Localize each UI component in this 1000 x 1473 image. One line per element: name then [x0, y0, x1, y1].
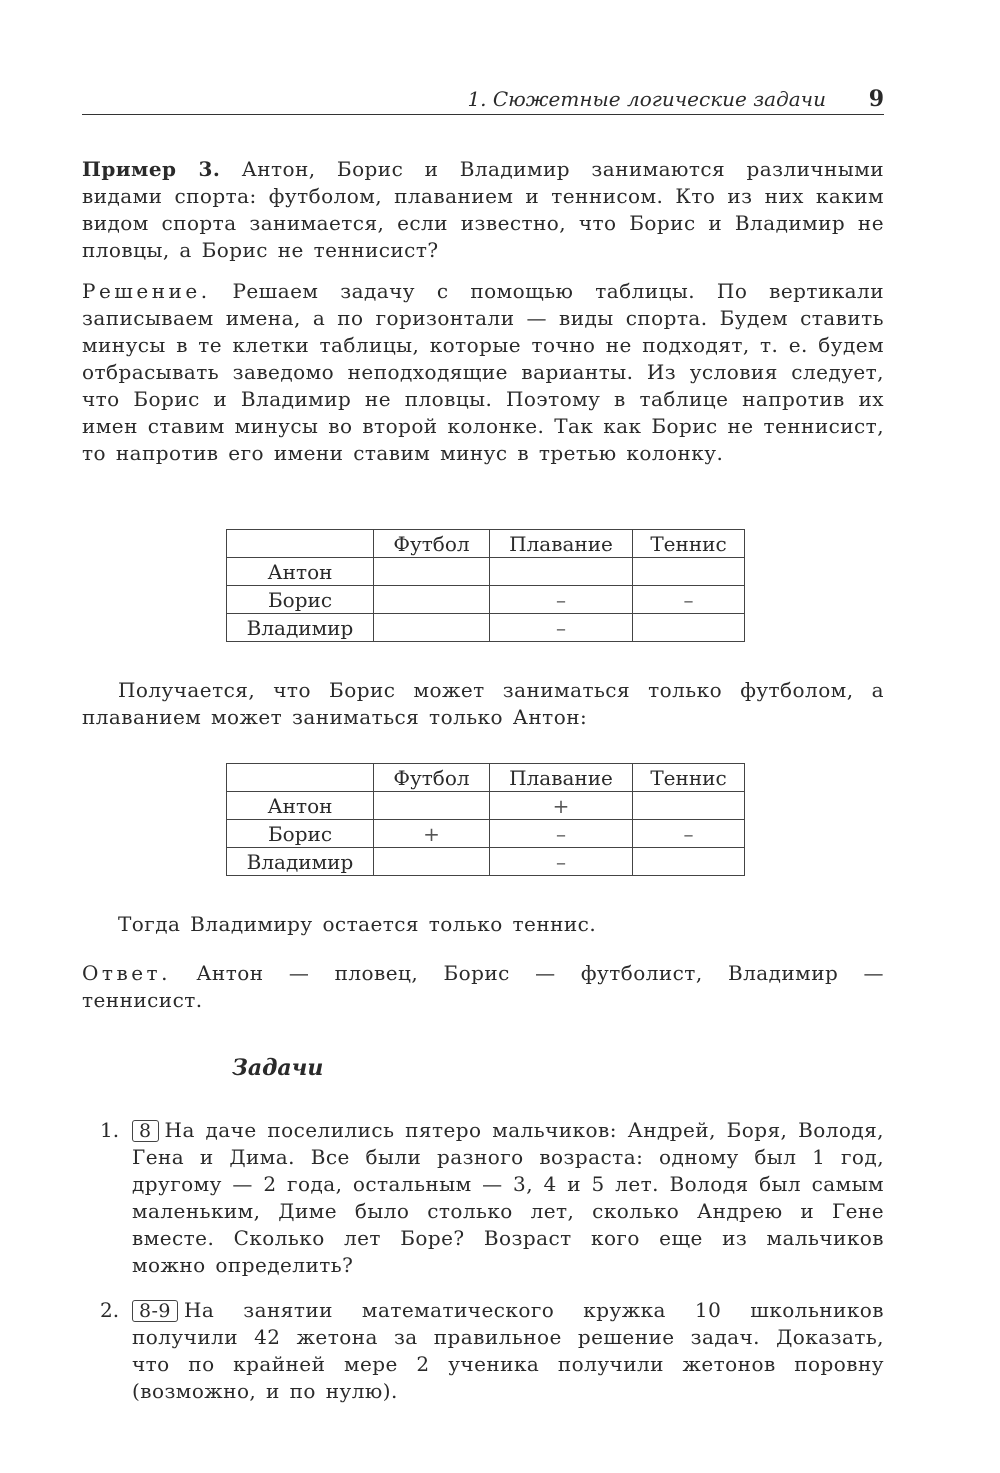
grade-badge: 8-9	[132, 1300, 178, 1322]
table-cell	[633, 558, 745, 586]
row-name: Антон	[227, 792, 374, 820]
table-cell	[633, 614, 745, 642]
header-football: Футбол	[374, 764, 490, 792]
table-cell: –	[490, 820, 633, 848]
table-header-row	[227, 764, 745, 792]
table-cell	[374, 558, 490, 586]
table-cell: –	[490, 848, 633, 876]
header-swimming: Плавание	[490, 530, 633, 558]
solution-text: Решаем задачу с помощью таблицы. По вертикали записываем имена, а по горизонтали — виды спорта. Будем ставить минусы в те клетки таблицы, которые точно не подходят, т. е. будем отбрасывать заведомо неподходящие варианты. Из условия следует, что Борис и Владимир не пловцы. Поэтому в таблице напротив их имен ставим минусы во второй колонке. Так как Борис не теннисист, то напротив его имени ставим минус в третью колонку.	[82, 279, 884, 465]
task-text: На даче поселились пятеро мальчиков: Андрей, Боря, Володя, Гена и Дима. Все были разного возраста: одному был 1 год, другому — 2 года, остальным — 3, 4 и 5 лет. Володя был самым маленьким, Диме было столько лет, сколько Андрею и Гене вместе. Сколько лет Боре? Возраст кого еще из мальчиков можно определить?	[132, 1118, 884, 1277]
row-name: Антон	[227, 558, 374, 586]
grade-badge: 8	[132, 1120, 159, 1142]
running-header	[82, 84, 884, 115]
chapter-title: 1. Сюжетные логические задачи	[467, 87, 826, 111]
table-row	[227, 614, 745, 642]
table-cell	[490, 558, 633, 586]
sports-table-initial	[226, 529, 745, 642]
task-number: 1.	[100, 1118, 120, 1142]
example-paragraph	[82, 156, 884, 264]
table-cell: +	[374, 820, 490, 848]
sports-table-filled	[226, 763, 745, 876]
table-row	[227, 792, 745, 820]
header-tennis: Теннис	[633, 764, 745, 792]
task-body	[132, 1297, 884, 1405]
task-body	[132, 1117, 884, 1279]
header-swimming: Плавание	[490, 764, 633, 792]
row-name: Борис	[227, 820, 374, 848]
table-row	[227, 848, 745, 876]
table-cell	[374, 848, 490, 876]
answer-paragraph	[82, 960, 884, 1014]
table-cell	[374, 586, 490, 614]
table-cell: +	[490, 792, 633, 820]
table-row	[227, 558, 745, 586]
example-label: Пример 3.	[82, 157, 221, 181]
task-item	[82, 1117, 884, 1279]
middle-paragraph: Получается, что Борис может заниматься только футболом, а плаванием может заниматься только Антон:	[82, 678, 884, 729]
row-name: Борис	[227, 586, 374, 614]
table-header-row	[227, 530, 745, 558]
task-number: 2.	[100, 1298, 120, 1322]
table-cell: –	[490, 586, 633, 614]
table-corner-cell	[227, 764, 374, 792]
solution-label: Решение.	[82, 279, 211, 303]
table-corner-cell	[227, 530, 374, 558]
then-paragraph: Тогда Владимиру остается только теннис.	[118, 912, 597, 936]
table-cell: –	[633, 820, 745, 848]
task-text: На занятии математического кружка 10 школьников получили 42 жетона за правильное решение задач. Доказать, что по крайней мере 2 ученика получили жетонов поровну (возможно, и по нулю).	[132, 1298, 884, 1403]
page-number: 9	[868, 86, 884, 112]
header-tennis: Теннис	[633, 530, 745, 558]
row-name: Владимир	[227, 614, 374, 642]
table-cell	[633, 792, 745, 820]
table-cell: –	[490, 614, 633, 642]
table-cell	[633, 848, 745, 876]
tasks-heading: Задачи	[232, 1055, 324, 1081]
table-cell	[374, 614, 490, 642]
row-name: Владимир	[227, 848, 374, 876]
answer-label: Ответ.	[82, 961, 171, 985]
header-football: Футбол	[374, 530, 490, 558]
task-item	[82, 1297, 884, 1405]
table-row	[227, 586, 745, 614]
answer-text: Антон — пловец, Борис — футболист, Владимир — теннисист.	[82, 961, 885, 1012]
table-cell: –	[633, 586, 745, 614]
solution-paragraph	[82, 278, 884, 467]
example-text: Антон, Борис и Владимир занимаются различными видами спорта: футболом, плаванием и теннисом. Кто из них каким видом спорта занимается, если известно, что Борис и Владимир не пловцы, а Борис не теннисист?	[82, 157, 884, 262]
table-cell	[374, 792, 490, 820]
table-row	[227, 820, 745, 848]
